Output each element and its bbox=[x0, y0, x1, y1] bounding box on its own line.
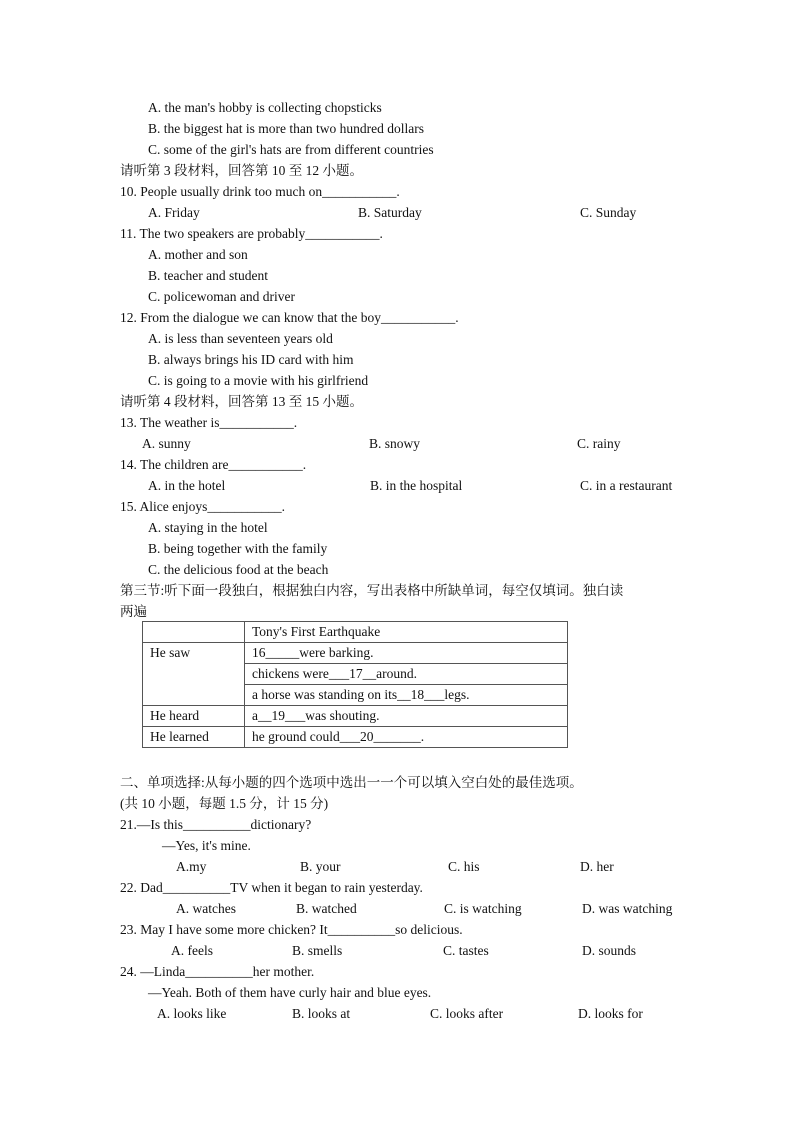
part2-heading-line2: (共 10 小题，每题 1.5 分，计 15 分) bbox=[120, 796, 329, 811]
q9-option-b: B. the biggest hat is more than two hundred dollars bbox=[148, 121, 424, 136]
q10-option-b: B. Saturday bbox=[358, 205, 422, 220]
row-label-he-heard: He heard bbox=[143, 706, 245, 727]
q10-option-c: C. Sunday bbox=[580, 205, 637, 220]
q21-option-c: C. his bbox=[448, 859, 480, 874]
table-title: Tony's First Earthquake bbox=[245, 622, 568, 643]
q13-stem: 13. The weather is___________. bbox=[120, 415, 298, 430]
q9-option-a: A. the man's hobby is collecting chopsticks bbox=[148, 100, 382, 115]
q23-option-b: B. smells bbox=[292, 943, 343, 958]
earthquake-table bbox=[142, 621, 568, 748]
q12-stem: 12. From the dialogue we can know that the boy___________. bbox=[120, 310, 459, 325]
part3-instruction-line1: 第三节:听下面一段独白，根据独白内容，写出表格中所缺单词，每空仅填词。独白读 bbox=[120, 583, 624, 598]
q23-option-d: D. sounds bbox=[582, 943, 637, 958]
q13-option-b: B. snowy bbox=[369, 436, 421, 451]
q24-option-a: A. looks like bbox=[157, 1006, 227, 1021]
q12-option-b: B. always brings his ID card with him bbox=[148, 352, 354, 367]
q15-option-a: A. staying in the hotel bbox=[148, 520, 268, 535]
q10-stem: 10. People usually drink too much on___________. bbox=[120, 184, 400, 199]
q15-stem: 15. Alice enjoys___________. bbox=[120, 499, 285, 514]
q24-option-c: C. looks after bbox=[430, 1006, 504, 1021]
q14-stem: 14. The children are___________. bbox=[120, 457, 307, 472]
part2-heading-line1: 二、单项选择:从每小题的四个选项中选出一一个可以填入空白处的最佳选项。 bbox=[120, 775, 583, 790]
q23-option-a: A. feels bbox=[171, 943, 213, 958]
q11-option-c: C. policewoman and driver bbox=[148, 289, 295, 304]
part3-instruction-line2: 两遍 bbox=[120, 604, 147, 619]
q12-option-c: C. is going to a movie with his girlfriend bbox=[148, 373, 369, 388]
q22-option-c: C. is watching bbox=[444, 901, 522, 916]
q15-option-b: B. being together with the family bbox=[148, 541, 328, 556]
blank-17-cell: chickens were___17__around. bbox=[245, 664, 568, 685]
q24-stem: 24. —Linda__________her mother. bbox=[120, 964, 315, 979]
blank-20-cell: he ground could___20_______. bbox=[245, 727, 568, 748]
row-label-he-saw: He saw bbox=[143, 643, 245, 706]
blank-19-cell: a__19___was shouting. bbox=[245, 706, 568, 727]
table-row bbox=[143, 706, 568, 727]
q21-reply: —Yes, it's mine. bbox=[162, 838, 251, 853]
q21-option-d: D. her bbox=[580, 859, 614, 874]
q23-stem: 23. May I have some more chicken? It__________so delicious. bbox=[120, 922, 463, 937]
table-row bbox=[143, 727, 568, 748]
table-row bbox=[143, 622, 568, 643]
q21-stem: 21.—Is this__________dictionary? bbox=[120, 817, 312, 832]
q12-option-a: A. is less than seventeen years old bbox=[148, 331, 333, 346]
q14-option-c: C. in a restaurant bbox=[580, 478, 673, 493]
section4-intro: 请听第 4 段材料，回答第 13 至 15 小题。 bbox=[120, 394, 363, 409]
q22-stem: 22. Dad__________TV when it began to rain yesterday. bbox=[120, 880, 423, 895]
q15-option-c: C. the delicious food at the beach bbox=[148, 562, 329, 577]
q21-option-a: A.my bbox=[176, 859, 207, 874]
q21-option-b: B. your bbox=[300, 859, 341, 874]
table-corner-cell bbox=[143, 622, 245, 643]
q24-option-b: B. looks at bbox=[292, 1006, 351, 1021]
q11-option-b: B. teacher and student bbox=[148, 268, 268, 283]
q9-option-c: C. some of the girl's hats are from different countries bbox=[148, 142, 434, 157]
q23-option-c: C. tastes bbox=[443, 943, 489, 958]
q24-reply: —Yeah. Both of them have curly hair and blue eyes. bbox=[148, 985, 432, 1000]
q11-option-a: A. mother and son bbox=[148, 247, 248, 262]
section3-intro: 请听第 3 段材料，回答第 10 至 12 小题。 bbox=[120, 163, 363, 178]
q22-option-d: D. was watching bbox=[582, 901, 673, 916]
blank-16-cell: 16_____were barking. bbox=[245, 643, 568, 664]
table-row bbox=[143, 643, 568, 664]
q14-option-b: B. in the hospital bbox=[370, 478, 463, 493]
q22-option-a: A. watches bbox=[176, 901, 236, 916]
q22-option-b: B. watched bbox=[296, 901, 357, 916]
q13-option-a: A. sunny bbox=[142, 436, 191, 451]
q13-option-c: C. rainy bbox=[577, 436, 621, 451]
q10-option-a: A. Friday bbox=[148, 205, 200, 220]
q14-option-a: A. in the hotel bbox=[148, 478, 226, 493]
row-label-he-learned: He learned bbox=[143, 727, 245, 748]
q24-option-d: D. looks for bbox=[578, 1006, 643, 1021]
blank-18-cell: a horse was standing on its__18___legs. bbox=[245, 685, 568, 706]
q11-stem: 11. The two speakers are probably___________. bbox=[120, 226, 383, 241]
